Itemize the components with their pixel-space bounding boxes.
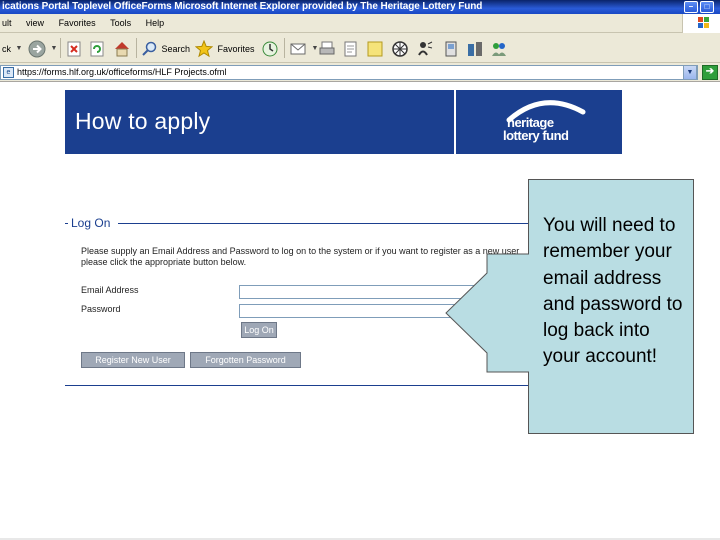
menu-tools[interactable]: Tools <box>110 18 132 28</box>
maximize-button[interactable]: □ <box>700 1 714 13</box>
register-new-user-button[interactable]: Register New User <box>81 352 185 368</box>
logon-instructions: Please supply an Email Address and Password to log on to the system or if you want to register as a new user please click the appropriate button below. <box>81 246 520 267</box>
logon-heading: Log On <box>68 216 113 230</box>
minimize-button[interactable]: – <box>684 1 698 13</box>
window-title: ications Portal Toplevel OfficeForms Microsoft Internet Explorer provided by The Heritage Lottery Fund <box>2 1 483 12</box>
logo-text-line2: lottery fund <box>503 128 569 143</box>
forgotten-password-button[interactable]: Forgotten Password <box>190 352 301 368</box>
address-dropdown-button[interactable]: ▼ <box>683 65 697 80</box>
address-url: https://forms.hlf.org.uk/officeforms/HLF Projects.ofml <box>17 67 227 77</box>
menu-edit[interactable]: ult <box>2 18 12 28</box>
page-icon: e <box>3 67 14 78</box>
chevron-down-icon: ▼ <box>311 44 319 52</box>
email-label: Email Address <box>81 285 139 295</box>
logo-text-line1: heritage <box>507 115 554 130</box>
chevron-down-icon: ▼ <box>50 44 58 52</box>
chevron-down-icon: ▼ <box>15 44 23 52</box>
menu-favorites[interactable]: Favorites <box>58 18 96 28</box>
favorites-label: Favorites <box>217 43 255 54</box>
logon-button[interactable]: Log On <box>241 322 277 338</box>
search-label: Search <box>161 43 191 54</box>
page-title: How to apply <box>75 108 211 134</box>
go-arrow-icon[interactable]: ➔ <box>702 65 718 80</box>
back-label: ck <box>2 43 11 54</box>
menu-view[interactable]: view <box>26 18 45 28</box>
menu-help[interactable]: Help <box>145 18 165 28</box>
callout-text: You will need to remember your email address and password to log back into your account! <box>543 215 683 368</box>
password-label: Password <box>81 304 121 314</box>
